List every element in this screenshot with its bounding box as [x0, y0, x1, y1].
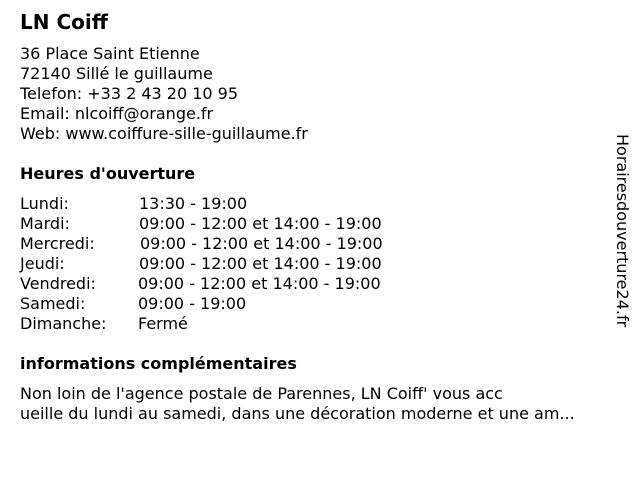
info-heading: informations complémentaires: [20, 354, 297, 373]
day-label: Lundi:: [20, 194, 69, 213]
info-description: [20, 384, 575, 424]
day-label: Samedi:: [20, 294, 86, 313]
day-label: Mardi:: [20, 214, 70, 233]
description-line-1: Non loin de l'agence postale de Parennes, LN Coiff' vous acc: [20, 384, 503, 403]
phone-line: Telefon: +33 2 43 20 10 95: [20, 84, 239, 103]
day-label: Vendredi:: [20, 274, 96, 293]
day-label: Dimanche:: [20, 314, 107, 333]
description-line-2: ueille du lundi au samedi, dans une décoration moderne et une am...: [20, 404, 575, 423]
contact-block: [20, 44, 308, 144]
hours-value: 09:00 - 12:00 et 14:00 - 19:00: [139, 214, 382, 233]
hours-value: 09:00 - 12:00 et 14:00 - 19:00: [139, 254, 382, 273]
day-label: Jeudi:: [20, 254, 65, 273]
email-line: Email: nlcoiff@orange.fr: [20, 104, 214, 123]
hours-value: 09:00 - 12:00 et 14:00 - 19:00: [138, 274, 381, 293]
address-line-1: 36 Place Saint Etienne: [20, 44, 200, 63]
website-line: Web: www.coiffure-sille-guillaume.fr: [20, 124, 308, 143]
business-name: LN Coiff: [20, 10, 108, 34]
hours-value: 13:30 - 19:00: [139, 194, 248, 213]
day-label: Mercredi:: [20, 234, 95, 253]
address-line-2: 72140 Sillé le guillaume: [20, 64, 213, 83]
hours-value: Fermé: [138, 314, 188, 333]
hours-value: 09:00 - 19:00: [138, 294, 247, 313]
hours-heading: Heures d'ouverture: [20, 164, 196, 183]
hours-value: 09:00 - 12:00 et 14:00 - 19:00: [140, 234, 383, 253]
site-watermark: Horairesdouverture24.fr: [613, 134, 632, 328]
